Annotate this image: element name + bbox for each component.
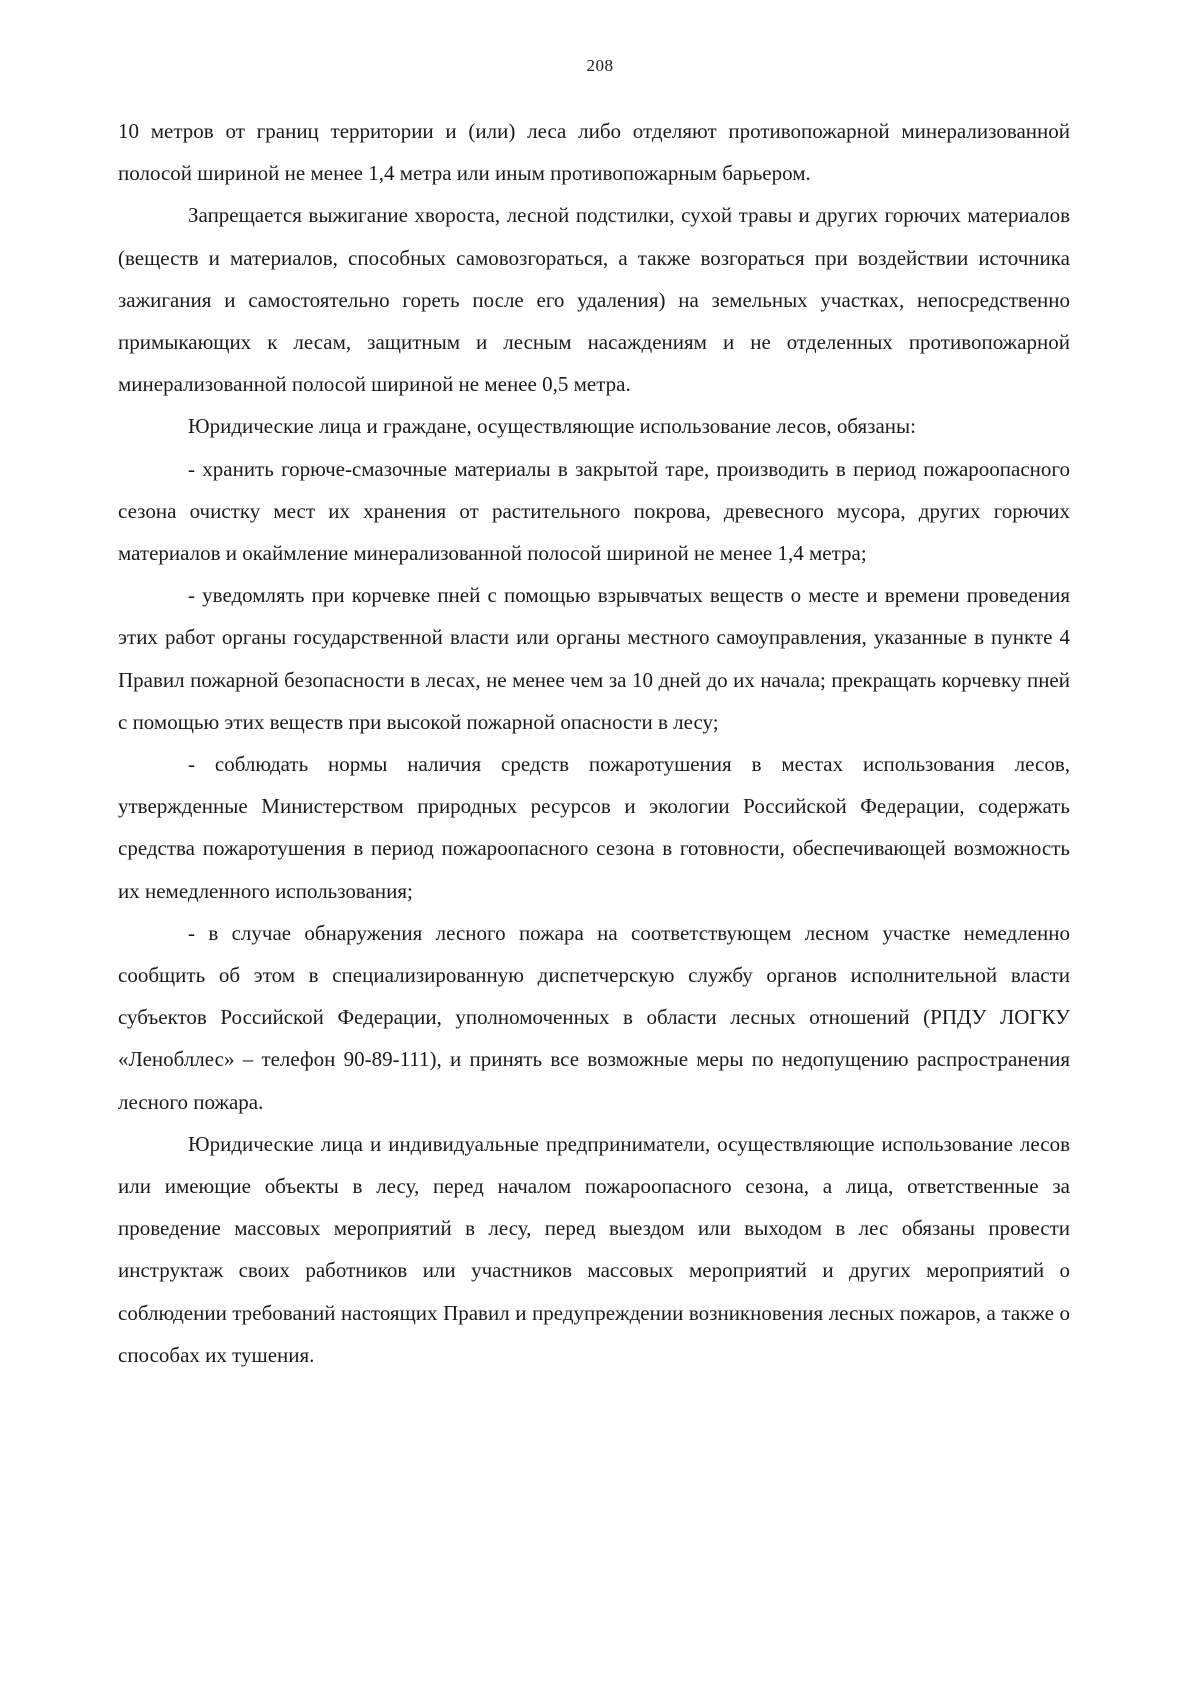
list-item-firefighting-equipment: - соблюдать нормы наличия средств пожаротушения в местах использования лесов, утвержденные Министерством природных ресурсов и экологии Российской Федерации, содержать средства пожаротушения в период пожароопасного сезона в готовности, обеспечивающей возможность их немедленного использования; xyxy=(118,752,1070,903)
document-body xyxy=(118,110,1070,1376)
list-item-stump-removal: - уведомлять при корчевке пней с помощью взрывчатых веществ о месте и времени проведения этих работ органы государственной власти или органы местного самоуправления, указанные в пункте 4 Правил пожарной безопасности в лесах, не менее чем за 10 дней до их начала; прекращать корчевку пней с помощью этих веществ при высокой пожарной опасности в лесу; xyxy=(118,583,1070,734)
list-item-fire-reporting: - в случае обнаружения лесного пожара на соответствующем лесном участке немедленно сообщить об этом в специализированную диспетчерскую службу органов исполнительной власти субъектов Российской Федерации, уполномоченных в области лесных отношений (РПДУ ЛОГКУ «Ленобллес» – телефон 90-89-111), и принять все возможные меры по недопущению распространения лесного пожара. xyxy=(118,920,1070,1114)
list-item-fuel-storage: - хранить горюче-смазочные материалы в закрытой таре, производить в период пожароопасного сезона очистку мест их хранения от растительного покрова, древесного мусора, других горючих материалов и окаймление минерализованной полосой шириной не менее 1,4 метра; xyxy=(118,456,1070,566)
paragraph-boundary-strip: 10 метров от границ территории и (или) леса либо отделяют противопожарной минерализованной полосой шириной не менее 1,4 метра или иным противопожарным барьером. xyxy=(118,119,1070,186)
paragraph-briefing-requirement: Юридические лица и индивидуальные предприниматели, осуществляющие использование лесов или имеющие объекты в лесу, перед началом пожароопасного сезона, а лица, ответственные за проведение массовых мероприятий в лесу, перед выездом или выходом в лес обязаны провести инструктаж своих работников или участников массовых мероприятий и других мероприятий о соблюдении требований настоящих Правил и предупреждении возникновения лесных пожаров, а также о способах их тушения. xyxy=(118,1131,1070,1367)
paragraph-burning-prohibition: Запрещается выжигание хвороста, лесной подстилки, сухой травы и других горючих материалов (веществ и материалов, способных самовозгораться, а также возгораться при воздействии источника зажигания и самостоятельно гореть после его удаления) на земельных участках, непосредственно примыкающих к лесам, защитным и лесным насаждениям и не отделенных противопожарной минерализованной полосой шириной не менее 0,5 метра. xyxy=(118,203,1070,397)
paragraph-obligations-intro: Юридические лица и граждане, осуществляющие использование лесов, обязаны: xyxy=(188,414,916,439)
page-number: 208 xyxy=(586,56,614,75)
